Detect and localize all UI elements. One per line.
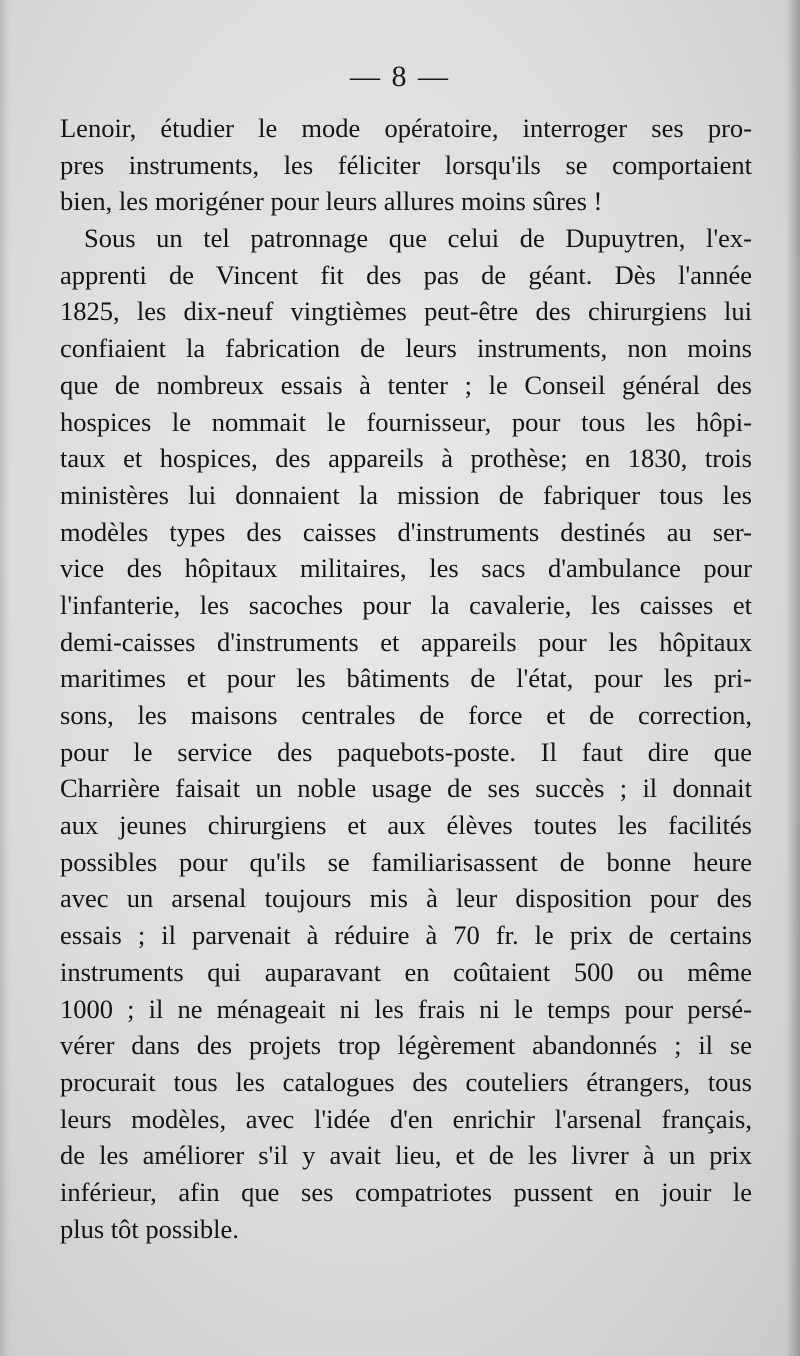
text-line: taux et hospices, des appareils à prothèse; en 1830, trois [60,443,752,474]
text-line: vérer dans des projets trop légèrement abandonnés ; il se [60,1030,752,1061]
text-line: 1000 ; il ne ménageait ni les frais ni le temps pour persé- [60,993,752,1024]
text-line: l'infanterie, les sacoches pour la cavalerie, les caisses et [60,589,752,620]
text-line: hospices le nommait le fournisseur, pour tous les hôpi- [60,406,752,437]
text-line: vice des hôpitaux militaires, les sacs d'ambulance pour [60,553,752,584]
text-line: possibles pour qu'ils se familiarisassent de bonne heure [60,846,752,877]
text-line: Charrière faisait un noble usage de ses succès ; il donnait [60,773,752,804]
text-line: que de nombreux essais à tenter ; le Conseil général des [60,369,752,400]
text-line: Lenoir, étudier le mode opératoire, interroger ses pro- [60,113,752,143]
body-text [60,110,752,1247]
text-line: essais ; il parvenait à réduire à 70 fr. le prix de certains [60,920,752,951]
text-line: Sous un tel patronnage que celui de Dupuytren, l'ex- [84,223,752,254]
text-line: pour le service des paquebots-poste. Il faut dire que [60,736,752,767]
text-line: ministères lui donnaient la mission de fabriquer tous les [60,479,752,510]
page-number: — 8 — [350,60,450,93]
text-line: bien, les morigéner pour leurs allures moins sûres ! [60,186,603,217]
page-left-shadow [0,0,10,1356]
text-line: aux jeunes chirurgiens et aux élèves toutes les facilités [60,810,752,841]
text-line: demi-caisses d'instruments et appareils pour les hôpitaux [60,626,752,657]
text-line: sons, les maisons centrales de force et de correction, [60,700,752,730]
text-line: avec un arsenal toujours mis à leur disposition pour des [60,883,752,914]
text-line: leurs modèles, avec l'idée d'en enrichir l'arsenal français, [60,1103,752,1134]
page-right-shadow [786,0,800,1356]
text-line: modèles types des caisses d'instruments destinés au ser- [60,516,752,547]
text-line: instruments qui auparavant en coûtaient 500 ou même [60,956,752,987]
text-line: 1825, les dix-neuf vingtièmes peut-être des chirurgiens lui [60,296,752,327]
text-line: de les améliorer s'il y avait lieu, et de les livrer à un prix [60,1140,752,1171]
text-line: plus tôt possible. [60,1213,239,1244]
text-line: procurait tous les catalogues des couteliers étrangers, tous [60,1066,752,1097]
text-line: confiaient la fabrication de leurs instruments, non moins [60,333,752,364]
text-line: maritimes et pour les bâtiments de l'état, pour les pri- [60,663,752,694]
text-line: inférieur, afin que ses compatriotes pussent en jouir le [60,1176,752,1207]
text-line: pres instruments, les féliciter lorsqu'ils se comportaient [60,149,752,180]
text-line: apprenti de Vincent fit des pas de géant. Dès l'année [60,259,752,290]
